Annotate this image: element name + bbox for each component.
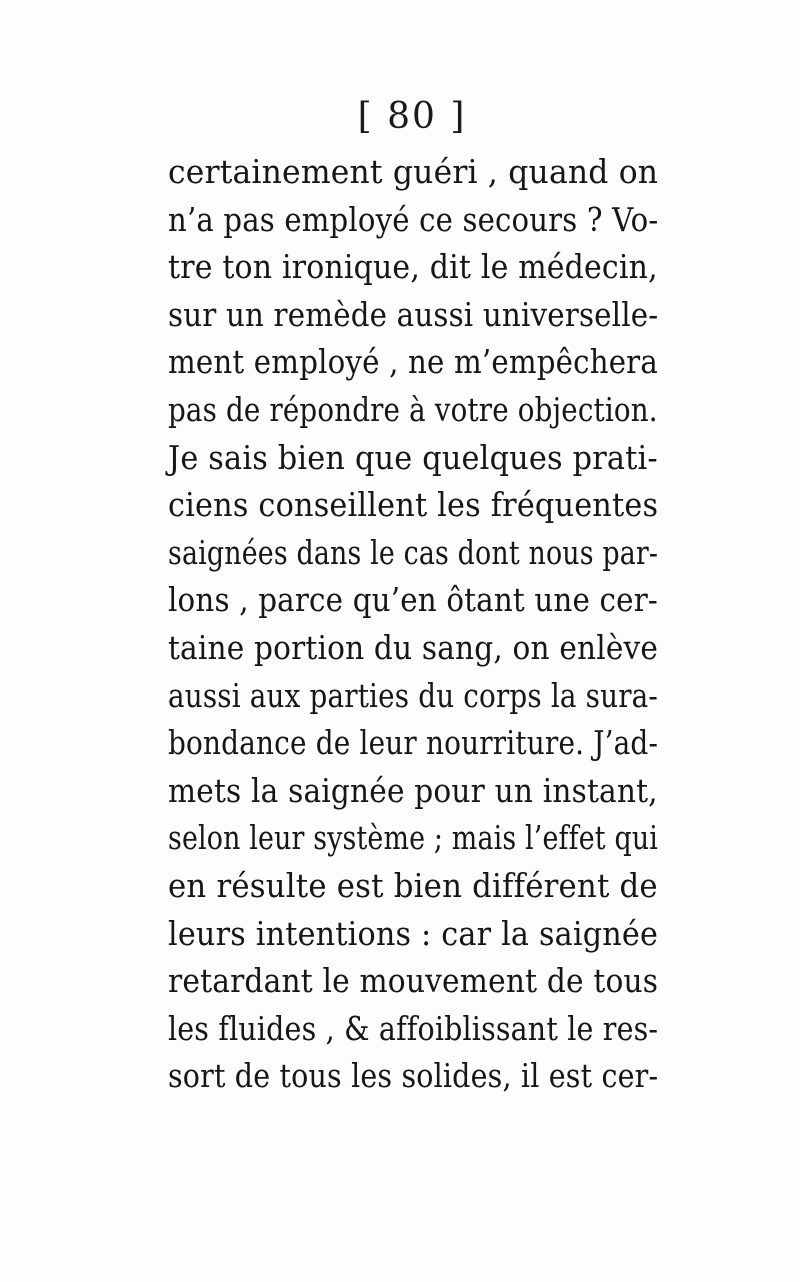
text-line: saignées dans le cas dont nous par- [168,532,659,572]
text-line: sur un remède aussi universelle- [168,294,659,334]
text-line: ment employé , ne m’empêchera [168,342,658,382]
page-number: [ 80 ] [357,96,467,137]
text-line: leurs intentions : car la saignée [168,913,659,953]
text-line: mets la saignée pour un instant, [168,770,658,810]
text-line: bondance de leur nourriture. J’ad- [168,723,659,763]
text-line: selon leur système ; mais l’effet qui [168,818,659,858]
text-line: en résulte est bien différent de [168,865,658,905]
text-line: retardant le mouvement de tous [168,961,659,1001]
text-line: les fluides , & affoiblissant le res- [168,1008,659,1048]
text-line: n’a pas employé ce secours ? Vo- [168,199,659,239]
text-line: sort de tous les solides, il est cer- [168,1056,659,1096]
text-line: ciens conseillent les fréquentes [168,485,659,525]
text-line: tre ton ironique, dit le médecin, [168,247,658,287]
text-line: Je sais bien que quelques prati- [168,437,658,477]
text-line: pas de répondre à votre objection. [168,389,658,429]
text-line: lons , parce qu’en ôtant une cer- [168,580,658,620]
text-line: aussi aux parties du corps la sura- [168,675,659,715]
body-text [168,148,658,1100]
text-line: certainement guéri , quand on [168,152,659,191]
text-line: taine portion du sang, on enlève [168,627,659,667]
